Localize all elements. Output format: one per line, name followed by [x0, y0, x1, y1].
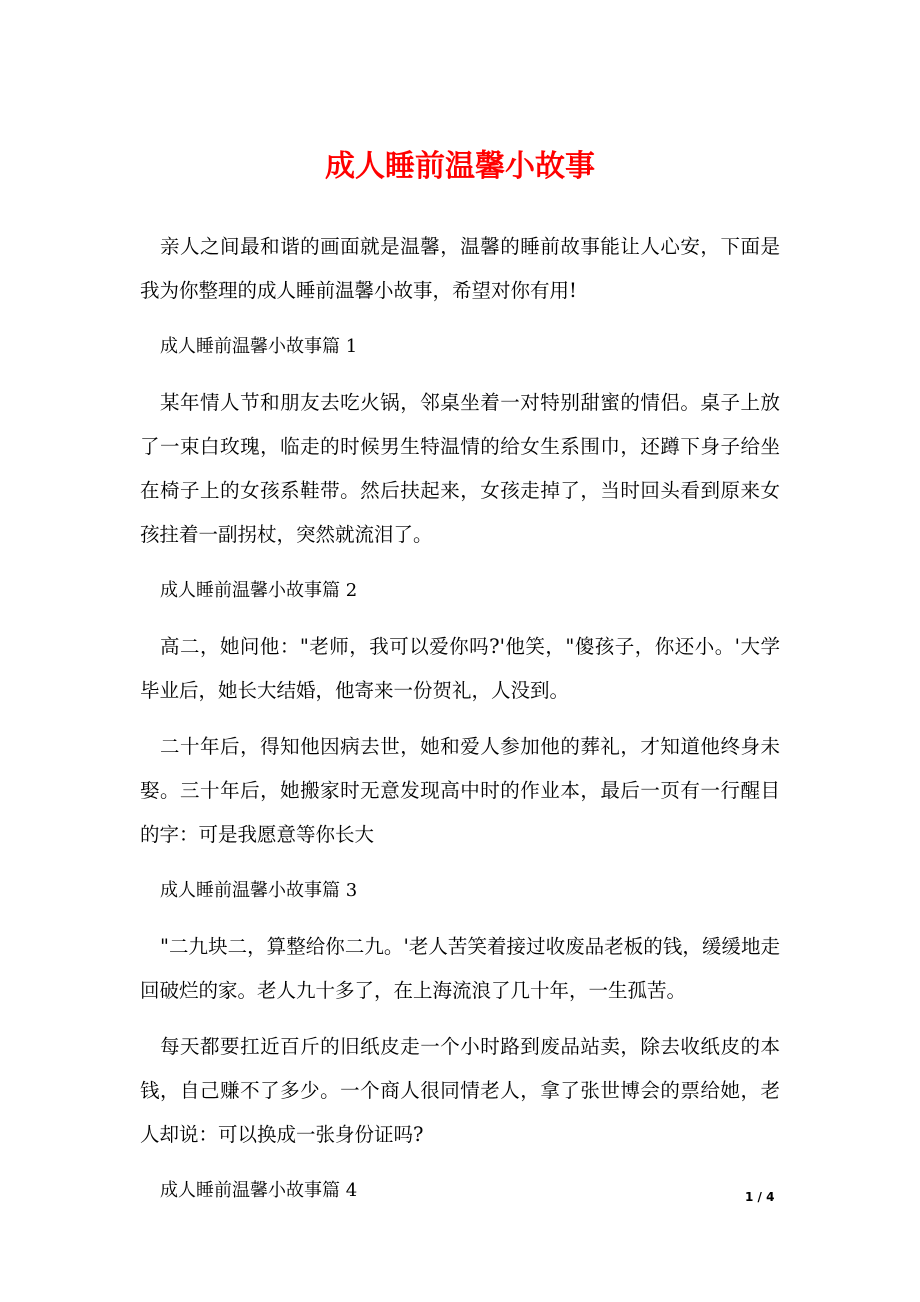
story-3-paragraph-1: "二九块二，算整给你二九。'老人苦笑着接过收废品老板的钱，缓缓地走回破烂的家。老人九十多了，在上海流浪了几十年，一生孤苦。: [140, 935, 780, 1002]
page-number: 1 / 4: [745, 1190, 775, 1204]
story-heading-2: 成人睡前温馨小故事篇 2: [160, 580, 358, 601]
story-2-paragraph-1: 高二，她问他："老师，我可以爱你吗?'他笑，"傻孩子，你还小。'大学毕业后，她长大结婚，他寄来一份贺礼，人没到。: [140, 635, 780, 702]
intro-paragraph: 亲人之间最和谐的画面就是温馨，温馨的睡前故事能让人心安，下面是我为你整理的成人睡前温馨小故事，希望对你有用!: [140, 235, 780, 302]
document-title: 成人睡前温馨小故事: [325, 149, 595, 184]
story-heading-1: 成人睡前温馨小故事篇 1: [160, 336, 358, 357]
story-2-paragraph-2: 二十年后，得知他因病去世，她和爱人参加他的葬礼，才知道他终身未娶。三十年后，她搬家时无意发现高中时的作业本，最后一页有一行醒目的字：可是我愿意等你长大: [140, 735, 780, 846]
story-1-paragraph: 某年情人节和朋友去吃火锅，邻桌坐着一对特别甜蜜的情侣。桌子上放了一束白玫瑰，临走的时候男生特温情的给女生系围巾，还蹲下身子给坐在椅子上的女孩系鞋带。然后扶起来，女孩走掉了，当时回头看到原来女孩拄着一副拐杖，突然就流泪了。: [140, 391, 780, 546]
story-heading-4: 成人睡前温馨小故事篇 4: [160, 1180, 358, 1201]
document-body: [140, 225, 780, 1225]
story-3-paragraph-2: 每天都要扛近百斤的旧纸皮走一个小时路到废品站卖，除去收纸皮的本钱，自己赚不了多少。一个商人很同情老人，拿了张世博会的票给她，老人却说：可以换成一张身份证吗?: [140, 1035, 780, 1146]
story-heading-3: 成人睡前温馨小故事篇 3: [160, 880, 358, 901]
